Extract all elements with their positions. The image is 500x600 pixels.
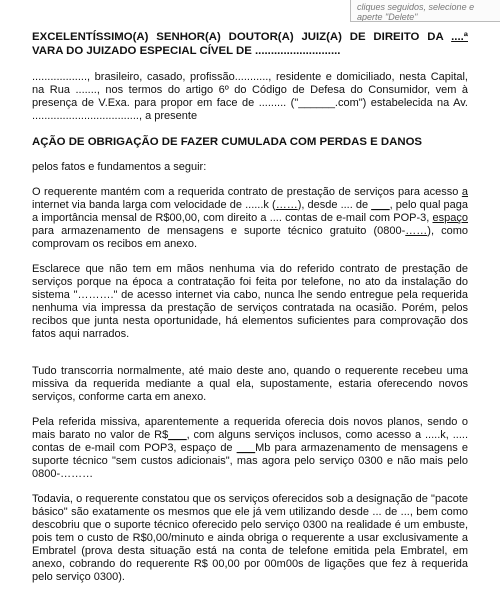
paragraph-offer	[32, 416, 468, 481]
action-title: AÇÃO DE OBRIGAÇÃO DE FAZER CUMULADA COM PERDAS E DANOS	[32, 136, 423, 148]
document-page	[32, 30, 468, 596]
paragraph-clarification: Esclarece que não tem em mãos nenhuma via do referido contrato de prestação de serviços porque na época a contratação foi feita por telefone, no ato da instalação do sistema "………." de acesso internet via cabo, nunca lhe sendo entregue pela requerida nenhuma via impressa da prestação de serviços contratada na ocasião. Porém, pelos recibos que junta nesta oportunidade, há elementos suficientes para comprovação dos fatos aqui narrados.	[32, 263, 468, 340]
p1-text-a: O requerente mantém com a requerida contrato de prestação de serviços para acesso	[32, 186, 462, 198]
paragraph-letter: Tudo transcorria normalmente, até maio deste ano, quando o requerente recebeu uma missiva da requerida mediante a qual ela, supostamente, estaria oferecendo novos serviços, conforme carta em anexo.	[32, 365, 468, 403]
heading-ordinal: ....ª	[451, 31, 468, 43]
court-heading	[32, 30, 468, 58]
p1-text-c: ), desde .... de	[297, 199, 372, 211]
p1-underline-4: espaço	[432, 212, 468, 224]
heading-text: EXCELENTÍSSIMO(A) SENHOR(A) DOUTOR(A) JUIZ(A) DE DIREITO DA	[32, 31, 452, 43]
p1-underline-2: ……	[275, 199, 298, 211]
qualification-paragraph: .................., brasileiro, casado, profissão..........., residente e domiciliado, nesta Capital, na Rua ......., nos termos do artigo 6º do Código de Defesa do Consumidor, vem à presença de V.Exa. para propor em face de ......... ("______.com") estabelecida na Av. ..................................., a presente	[32, 71, 468, 122]
paragraph-contract	[32, 186, 468, 251]
p4-text-b: , com alguns serviços inclusos, como acesso a .....k, ..... contas de e-mail com POP3, espaço de	[32, 429, 468, 454]
p1-text-b: internet via banda larga com velocidade de ......k (	[32, 199, 276, 211]
hint-text: cliques seguidos, selecione e aperte "Delete"	[357, 2, 475, 22]
p4-underline-1: ___	[168, 429, 187, 441]
p4-text-a: Pela referida missiva, aparentemente a requerida oferecia dois novos planos, sendo o mais barato no valor de R$	[32, 416, 468, 441]
heading-line2: VARA DO JUIZADO ESPECIAL CÍVEL DE ...........................	[32, 45, 341, 57]
intro-paragraph: pelos fatos e fundamentos a seguir:	[32, 161, 207, 173]
p4-text-c: Mb para armazenamento de mensagens e suporte técnico "sem custos adicionais", mas agora pelo serviço 0300 e não mais pelo 0800-………	[32, 442, 468, 480]
p1-underline-1: a	[461, 186, 468, 198]
hint-box	[350, 0, 500, 22]
paragraph-finding: Todavia, o requerente constatou que os serviços oferecidos sob a designação de "pacote básico" são exatamente os mesmos que ele já vem utilizando desde ... de ..., bem como descobriu que o suporte técnico oferecido pelo serviço 0300 na realidade é um embuste, pois tem o custo de R$0,00/minuto e ainda obriga o requerente a usar exclusivamente a Embratel (prova desta situação está na conta de telefone emitida pela Embratel, em anexo, cobrando do requerente R$ 00,00 por 00m00s de ligações que fez à requerida pelo serviço 0300).	[32, 493, 468, 583]
p4-underline-2: ___	[236, 442, 256, 454]
p1-text-f: ), como comprovam os recibos em anexo.	[32, 225, 468, 250]
p1-underline-5: ……	[405, 225, 428, 237]
p1-text-e: para armazenamento de mensagens e suporte técnico gratuito (0800-	[32, 225, 406, 237]
p1-underline-3: ___	[371, 199, 390, 211]
p1-text-d: , pelo qual paga a importância mensal de R$00,00, com direito a .... contas de e-mail com POP-3,	[32, 199, 469, 224]
